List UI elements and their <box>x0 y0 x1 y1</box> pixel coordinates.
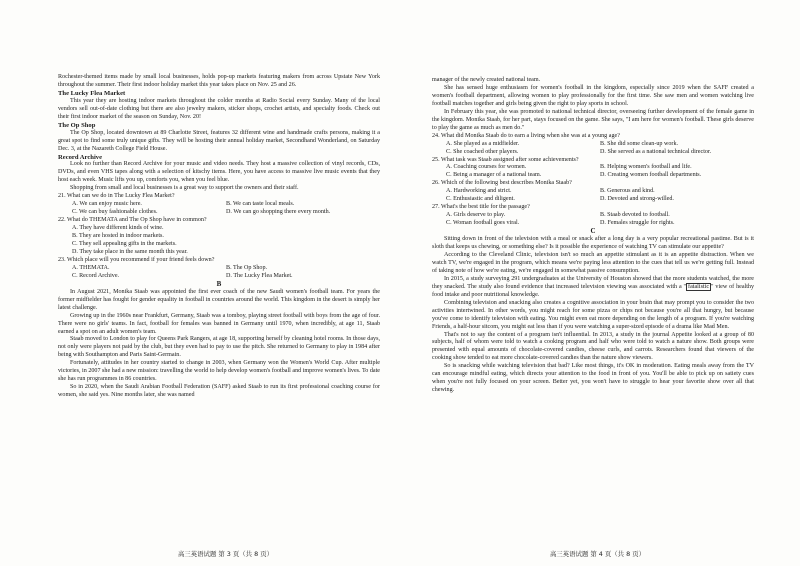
q22-option-b: B. They are hosted in indoor markets. <box>72 233 164 240</box>
passage-a-intro-paragraph: Rochester-themed items made by small local businesses, holds pop-up markets featuring makers from across Upstate New York throughout the summer. Their first indoor holiday market this year takes place on Nov. 25 and 26. <box>58 74 380 88</box>
passage-b-paragraph-2: Growing up in the 1960s near Frankfurt, Germany, Staab was a tomboy, playing street football with boys from the age of four. There were no girls' teams. In fact, football for females was banned in Germany until 1970, when incredibly, at age 11, Staab earned a spot on an adult women's team. <box>58 312 380 335</box>
section-c-heading: C <box>590 227 596 236</box>
passage-b-paragraph-5: So in 2020, when the Saudi Arabian Football Federation (SAFF) asked Staab to run its first professional coaching course for women, she said yes. Nine months later, she was named <box>58 384 380 399</box>
question-22: 22. What do THEMATA and The Op Shop have in common? <box>58 217 207 224</box>
q26-option-d: D. Devoted and strong-willed. <box>600 196 674 203</box>
passage-c-paragraph-2: According to the Cleveland Clinic, television isn't so much an appetite stimulant as it is an appetite distraction. When we watch TV, we're engaged in the program, which means we're paying less attention to the cues that tell us we're getting full. Instead of taking note of how we're eating, we're engaged in somewhat passive consumption. <box>432 251 754 274</box>
passage-c-paragraph-1: Sitting down in front of the television with a meal or snack after a long day is a very popular recreational pastime. But is it sloth that keeps us chewing, or something else? Is it possible the experience of watching TV can stimulate our appetite? <box>432 236 754 251</box>
q24-option-c: C. She coached other players. <box>446 148 519 155</box>
q23-option-c: C. Record Archive. <box>72 272 120 279</box>
q25-option-d: D. Creating women football departments. <box>600 172 702 179</box>
heading-record-archive: Record Archive <box>58 153 103 161</box>
passage-c-paragraph-4: Combining television and snacking also creates a cognitive association in your brain that may prompt you to consider the two activities intertwined. In other words, you might reach for some pizza or chips not because you're all that hungry, but because you've come to identify television with eating. You might even eat more depending on the length of a program. If you're watching Friends, a half-hour sitcom, you might eat less than if you were watching a super-sized episode of a drama like Mad Men. <box>432 299 754 330</box>
q21-option-a: A. We can enjoy music here. <box>72 201 142 208</box>
question-27-options-row-1 <box>432 212 754 220</box>
question-25: 25. What task was Staab assigned after some achievements? <box>432 156 579 163</box>
q24-option-a: A. She played as a midfielder. <box>446 140 520 147</box>
q24-option-b: B. She did some clean-up work. <box>600 140 679 147</box>
op-shop-paragraph: The Op Shop, located downtown at 89 Charlotte Street, features 32 different wine and handmade crafts persons, making it a great spot to find some truly unique gifts. They will be hosting their annual holiday market, Secondhand Wonderland, on Saturday Dec. 3, at the Nazareth College Field House. <box>58 129 380 152</box>
right-column <box>432 77 754 395</box>
heading-lucky-flea-market: The Lucky Flea Market <box>58 89 126 97</box>
q26-option-b: B. Generous and kind. <box>600 188 655 195</box>
passage-c-paragraph-3 <box>432 276 754 300</box>
record-archive-paragraph: Look no further than Record Archive for your music and video needs. They host a massive collection of vinyl records, CDs, DVDs, and even VHS tapes along with a selection of kitschy items. Here, you have access to massive live music events that they host each week. Music lifts you up, comforts you, when you feel blue. <box>58 161 380 184</box>
section-b-heading: B <box>216 279 222 288</box>
question-27: 27. What's the best title for the passage? <box>432 204 530 211</box>
lucky-flea-paragraph: This year they are hosting indoor markets throughout the colder months at Radio Social every Sunday. Many of the local vendors sell out-of-date clothing but there are also jewelry makers, sticker shops, crochet artists, and specialty foods. Check out their first indoor market of the season on Sunday, Nov. 20! <box>58 97 380 120</box>
q23-option-d: D. The Lucky Flea Market. <box>226 272 293 279</box>
question-21-options-row-1 <box>58 201 380 209</box>
question-24-options-row-2 <box>432 149 754 157</box>
passage-b-paragraph-3: Staab moved to London to play for Queens Park Rangers, at age 18, supporting herself by cleaning hotel rooms. In those days, not only were players not paid by the club, but they even had to pay to use the pitch. She returned to Germany to play in 1984 after being with Southampton and Paris Saint-Germain. <box>58 336 380 359</box>
question-23: 23. Which place will you recommend if your friend feels down? <box>58 256 215 263</box>
q22-option-d: D. They take place in the same month this year. <box>72 248 188 255</box>
page-footer-right: 高三英语试题 第 4 页（共 8 页） <box>550 550 645 558</box>
page-footer-left: 高三英语试题 第 3 页（共 8 页） <box>178 550 273 558</box>
shopping-paragraph: Shopping from small and local businesses is a great way to support the owners and their staff. <box>70 185 299 192</box>
q21-option-d: D. We can go shopping there every month. <box>226 209 331 216</box>
q24-option-d: D. She served as a national technical director. <box>600 148 712 155</box>
q22-option-a: A. They have different kinds of wine. <box>72 225 164 232</box>
q25-option-b: B. Helping women's football and life. <box>600 164 692 171</box>
q23-option-a: A. THEMATA. <box>72 264 110 271</box>
passage-b-continuation: manager of the newly created national team. <box>432 77 541 83</box>
q27-option-a: A. Girls deserve to play. <box>446 212 506 219</box>
question-26-options-row-1 <box>432 188 754 196</box>
q21-option-c: C. We can buy fashionable clothes. <box>72 209 158 216</box>
q25-option-c: C. Being a manager of a national team. <box>446 172 542 179</box>
q27-option-c: C. Woman football goes viral. <box>446 220 520 227</box>
passage-c-paragraph-6: So is snacking while watching television that bad? Like most things, it's OK in moderation. Eating meals away from the TV can encourage mindful eating, which directs your attention to the food in front of you. You'll be able to pick up on satiety cues when you're not fully focused on your screen. Better yet, you won't have to struggle to hear your favorite show over all that chewing. <box>432 363 754 394</box>
passage-b-paragraph-1: In August 2021, Monika Staab was appointed the first ever coach of the new Saudi women's football team. For years the former midfielder has fought for gender equality in football in countries around the world. This kingdom in the desert is simply her latest challenge. <box>58 288 380 311</box>
passage-c-paragraph-5: That's not to say the content of a program isn't influential. In 2013, a study in the journal Appetite looked at a group of 80 subjects, half of whom were told to watch a cooking program and half who were told to watch a nature show. Both groups were presented with equal amounts of chocolate-covered candies, cheese curls, and carrots. Researchers found that viewers of the cooking show tended to eat more chocolate-covered candies than the nature show viewers. <box>432 331 754 362</box>
question-24-options-row-1 <box>432 141 754 149</box>
heading-op-shop: The Op Shop <box>58 121 96 129</box>
q25-option-a: A. Coaching courses for women. <box>446 164 527 171</box>
question-21: 21. What can we do in The Lucky Flea Market? <box>58 193 175 200</box>
passage-c-paragraph-3-part-2: " view of healthy food intake and poor nutritional knowledge. <box>432 283 755 298</box>
q26-option-a: A. Hardworking and strict. <box>446 188 512 195</box>
q23-option-b: B. The Op Shop. <box>226 264 268 271</box>
question-23-options-row-1 <box>58 265 380 273</box>
fatalistic-boxed-word: fatalistic <box>688 283 710 290</box>
q27-option-b: B. Staab devoted to football. <box>600 212 670 219</box>
left-column <box>58 74 380 400</box>
passage-b-paragraph-6: She has sensed huge enthusiasm for women's football in the kingdom, especially since 2019 when the SAFF created a women's football department, allowing women to play professionally for the first time. She saw men and women watching live football matches together and girls being given the right to play sports in school. <box>432 84 754 107</box>
question-24: 24. What did Monika Staab do to earn a living when she was at a young age? <box>432 132 620 139</box>
passage-b-paragraph-7: In February this year, she was promoted to national technical director, overseeing further development of the female game in the kingdom. Monika Staab, for her part, stays focused on the game. She says, "I am here for women's football. These girls deserve to play the game as much as men do." <box>432 108 754 131</box>
q21-option-b: B. We can taste local meals. <box>226 201 295 208</box>
passage-c-paragraph-3-part-1: In 2015, a study surveying 291 undergraduates at the University of Houston showed that the more students watched, the more they snacked. The study also found evidence that increased television viewing was associated with a " <box>432 275 754 290</box>
question-26: 26. Which of the following best describes Monika Staab? <box>432 180 572 187</box>
passage-b-paragraph-4: Fortunately, attitudes in her country started to change in 2003, when Germany won the Women's World Cup. After multiple victories, in 2007 she had a new mission: travelling the world to help develop women's football and improve women's lives. To date she has run programmes in 86 countries. <box>58 360 380 383</box>
question-21-options-row-2 <box>58 209 380 217</box>
q27-option-d: D. Females struggle for rights. <box>600 220 675 227</box>
q26-option-c: C. Enthusiastic and diligent. <box>446 196 515 203</box>
q22-option-c: C. They sell appealing gifts in the markets. <box>72 241 177 248</box>
